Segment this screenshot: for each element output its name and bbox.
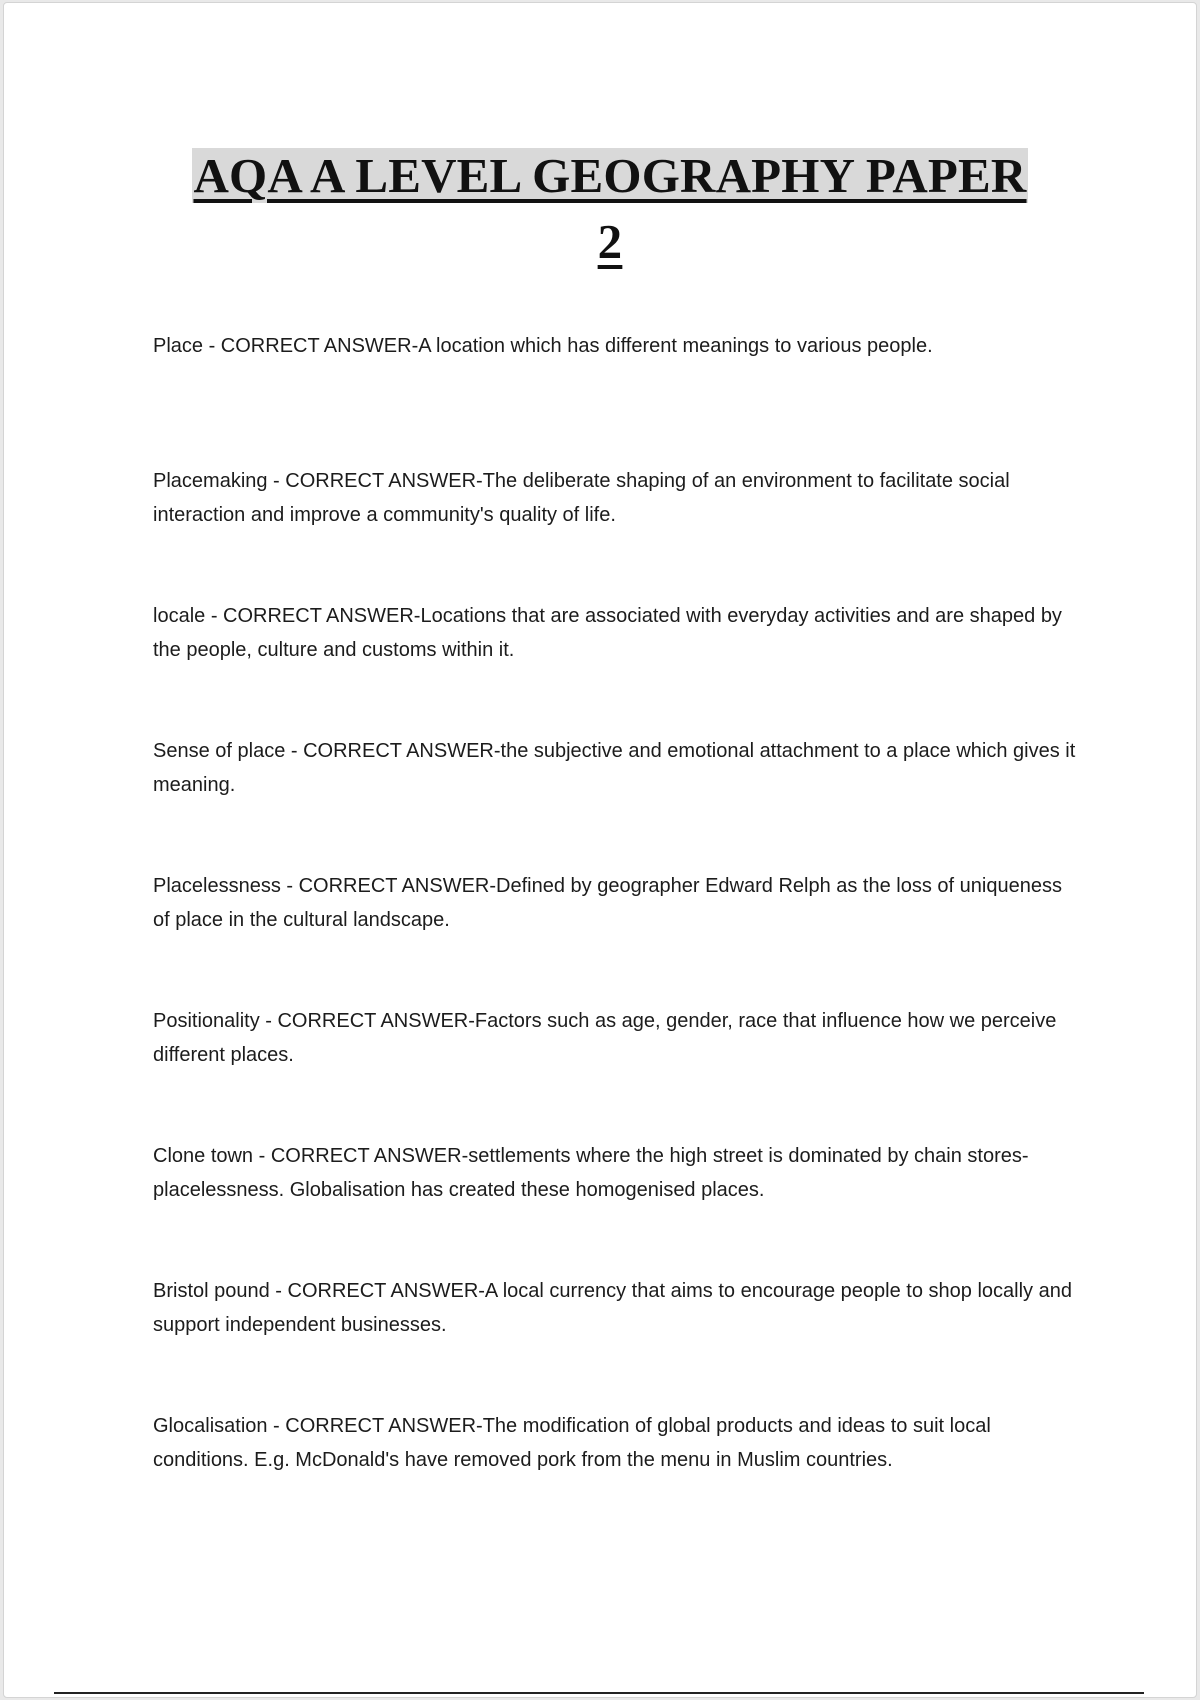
definition-entry: Clone town - CORRECT ANSWER-settlements where the high street is dominated by chain stores- placelessness. Globalisation has created these homogenised places. <box>153 1145 1029 1201</box>
definition-entry: locale - CORRECT ANSWER-Locations that are associated with everyday activities and are shaped by the people, culture and customs within it. <box>153 605 1062 661</box>
footer-rule <box>54 1692 1144 1694</box>
page-title <box>4 143 1197 275</box>
document-page <box>3 2 1197 1698</box>
definition-entry: Positionality - CORRECT ANSWER-Factors such as age, gender, race that influence how we perceive different places. <box>153 1010 1057 1066</box>
title-block <box>4 143 1197 275</box>
definition-entry: Glocalisation - CORRECT ANSWER-The modification of global products and ideas to suit local conditions. E.g. McDonald's have removed pork from the menu in Muslim countries. <box>153 1415 991 1471</box>
definition-entry: Place - CORRECT ANSWER-A location which has different meanings to various people. <box>153 335 933 357</box>
title-line-1: AQA A LEVEL GEOGRAPHY PAPER <box>193 148 1027 203</box>
definition-entry: Placemaking - CORRECT ANSWER-The deliberate shaping of an environment to facilitate social interaction and improve a community's quality of life. <box>153 470 1010 526</box>
definitions-list <box>153 329 1083 1477</box>
definition-entry: Bristol pound - CORRECT ANSWER-A local currency that aims to encourage people to shop locally and support independent businesses. <box>153 1280 1072 1336</box>
title-line-2: 2 <box>597 214 623 269</box>
definition-entry: Placelessness - CORRECT ANSWER-Defined by geographer Edward Relph as the loss of uniqueness of place in the cultural landscape. <box>153 875 1062 931</box>
definition-entry: Sense of place - CORRECT ANSWER-the subjective and emotional attachment to a place which gives it meaning. <box>153 740 1076 796</box>
